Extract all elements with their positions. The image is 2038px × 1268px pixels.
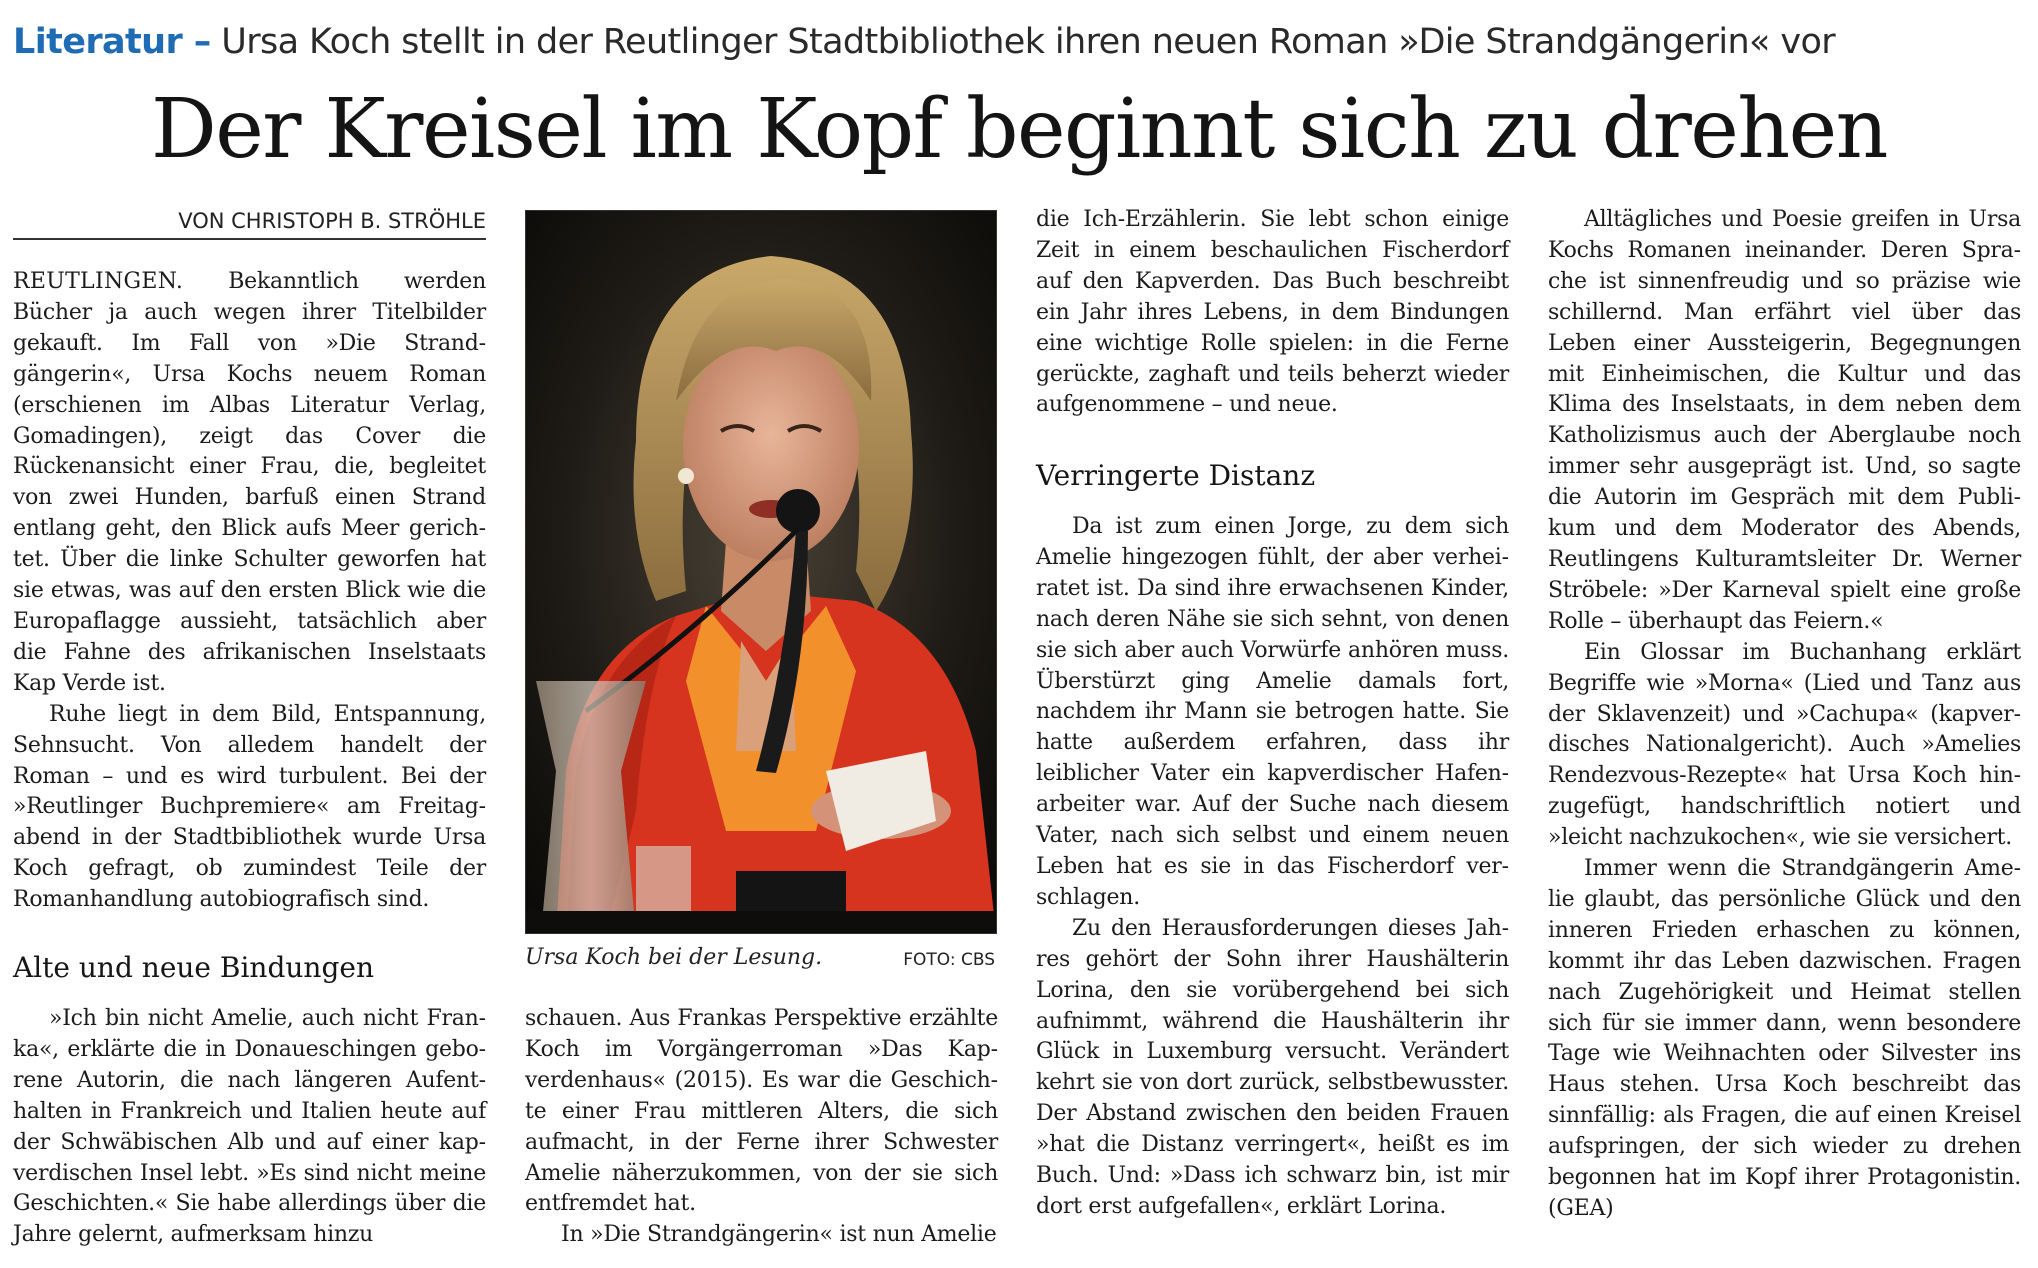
section-label[interactable]: Literatur – xyxy=(13,22,211,62)
photo-credit: FOTO: CBS xyxy=(903,950,995,970)
paragraph-1 xyxy=(13,267,486,700)
paragraph-4: schauen. Aus Frankas Perspektive erzählte Koch im Vorgängerroman »Das Kapverdenhaus« (2015). Es war die Geschichte einer Frau mittleren Alters, die sich aufmacht, in der Ferne ihrer Schwester Amelie näherzukommen, von der sie sich entfremdet hat. xyxy=(525,1006,998,1217)
paragraph-9: Alltägliches und Poesie greifen in Ursa Kochs Romanen ineinander. Deren Sprache ist sinnenfreudig und so präzise wie schillernd. Man erfährt viel über das Leben einer Aussteigerin, Begegnungen mit Einheimischen, die Kultur und das Klima des Inselstaats, in dem neben dem Katholizismus auch der Aberglaube noch immer sehr ausgeprägt ist. Und, so sagte die Autorin im Gespräch mit dem Publikum und dem Moderator des Abends, Reutlingens Kulturamtsleiter Dr. Werner Ströbele: »Der Karneval spielt eine große Rolle – überhaupt das Feiern.« xyxy=(1548,207,2021,634)
column-1-top xyxy=(13,267,486,916)
author-photo xyxy=(525,210,997,934)
paragraph-1-text: Bekanntlich werden Bücher ja auch wegen ihrer Titelbilder gekauft. Im Fall von »Die Strandgängerin«, Ursa Kochs neuem Roman (erschienen im Albas Literatur Verlag, Gomadingen), zeigt das Cover die Rückenansicht einer Frau, die, begleitet von zwei Hunden, barfuß einen Strand entlang geht, den Blick aufs Meer gerichtet. Über die linke Schulter geworfen hat sie etwas, was auf den ersten Blick wie die Europaflagge aussieht, tatsächlich aber die Fahne des afrikanischen Inselstaats Kap Verde ist. xyxy=(13,269,486,696)
column-3-top xyxy=(1036,205,1509,421)
photo-caption: Ursa Koch bei der Lesung. xyxy=(525,945,823,970)
byline: VON CHRISTOPH B. STRÖHLE xyxy=(13,204,486,240)
photo-illustration xyxy=(526,211,996,933)
column-3-bottom xyxy=(1036,512,1509,1223)
subhead-verringerte-distanz: Verringerte Distanz xyxy=(1036,459,1316,492)
paragraph-5: In »Die Strandgängerin« ist nun Amelie xyxy=(561,1222,997,1248)
subhead-alte-und-neue-bindungen: Alte und neue Bindungen xyxy=(13,951,374,984)
column-4 xyxy=(1548,205,2021,1225)
kicker-line xyxy=(13,14,2023,70)
paragraph-11: Immer wenn die Strandgängerin Amelie glaubt, das persönliche Glück und den inneren Frieden erhaschen zu können, kommt ihr das Leben dazwischen. Fragen nach Zugehörigkeit und Heimat stellen sich für sie immer dann, wenn besondere Tage wie Weihnachten oder Silvester ins Haus stehen. Ursa Koch beschreibt das sinnfällig: als Fragen, die auf einen Kreisel aufspringen, der sich wieder zu drehen begonnen hat im Kopf ihrer Protagonistin. (GEA) xyxy=(1548,856,2021,1221)
dateline: REUTLINGEN. xyxy=(13,269,184,294)
kicker-text: Ursa Koch stellt in der Reutlinger Stadtbibliothek ihren neuen Roman »Die Strandgängerin« vor xyxy=(221,22,1836,62)
paragraph-6: die Ich-Erzählerin. Sie lebt schon einige Zeit in einem beschaulichen Fischerdorf auf den Kapverden. Das Buch beschreibt ein Jahr ihres Lebens, in dem Bindungen eine wichtige Rolle spielen: in die Ferne gerückte, zaghaft und teils beherzt wieder aufgenommene – und neue. xyxy=(1036,207,1509,418)
column-1-bottom xyxy=(13,1004,486,1251)
article-headline: Der Kreisel im Kopf beginnt sich zu drehen xyxy=(151,82,1887,177)
paragraph-2: Ruhe liegt in dem Bild, Entspannung, Sehnsucht. Von alledem handelt der Roman – und es wird turbulent. Bei der »Reutlinger Buchpremiere« am Freitagabend in der Stadtbibliothek wurde Ursa Koch gefragt, ob zumindest Teile der Romanhandlung autobiografisch sind. xyxy=(13,701,486,913)
paragraph-8: Zu den Herausforderungen dieses Jahres gehört der Sohn ihrer Haushälterin Lorina, den sie vorübergehend bei sich aufnimmt, während die Haushälterin ihr Glück in Luxemburg versucht. Verändert kehrt sie von dort zurück, selbstbewusster. Der Abstand zwischen den beiden Frauen »hat die Distanz verringert«, heißt es im Buch. Und: »Dass ich schwarz bin, ist mir dort erst aufgefallen«, erklärt Lorina. xyxy=(1036,915,1509,1219)
paragraph-10: Ein Glossar im Buchanhang erklärt Begriffe wie »Morna« (Lied und Tanz aus der Sklavenzeit) und »Cachupa« (kapverdisches Nationalgericht). Auch »Amelies Rendezvous-Rezepte« hat Ursa Koch hinzugefügt, handschriftlich notiert und »leicht nachzukochen«, wie sie versichert. xyxy=(1548,639,2021,851)
paragraph-3: »Ich bin nicht Amelie, auch nicht Franka«, erklärte die in Donaueschingen geborene Autorin, die nach längeren Aufenthalten in Frankreich und Italien heute auf der Schwäbischen Alb und auf einer kapverdischen Insel lebt. »Es sind nicht meine Geschichten.« Sie habe allerdings über die Jahre gelernt, aufmerksam hinzu xyxy=(13,1006,486,1248)
paragraph-7: Da ist zum einen Jorge, zu dem sich Amelie hingezogen fühlt, der aber verheiratet ist. Da sind ihre erwachsenen Kinder, nach deren Nähe sie sich sehnt, von denen sie sich aber auch Vorwürfe anhören muss. Überstürzt ging Amelie damals fort, nachdem ihr Mann sie betrogen hatte. Sie hatte außerdem erfahren, dass ihr leiblicher Vater ein kapverdischer Hafenarbeiter war. Auf der Suche nach diesem Vater, nach sich selbst und einem neuen Leben hat es sie in das Fischerdorf verschlagen. xyxy=(1036,514,1509,910)
column-2 xyxy=(525,1004,998,1251)
